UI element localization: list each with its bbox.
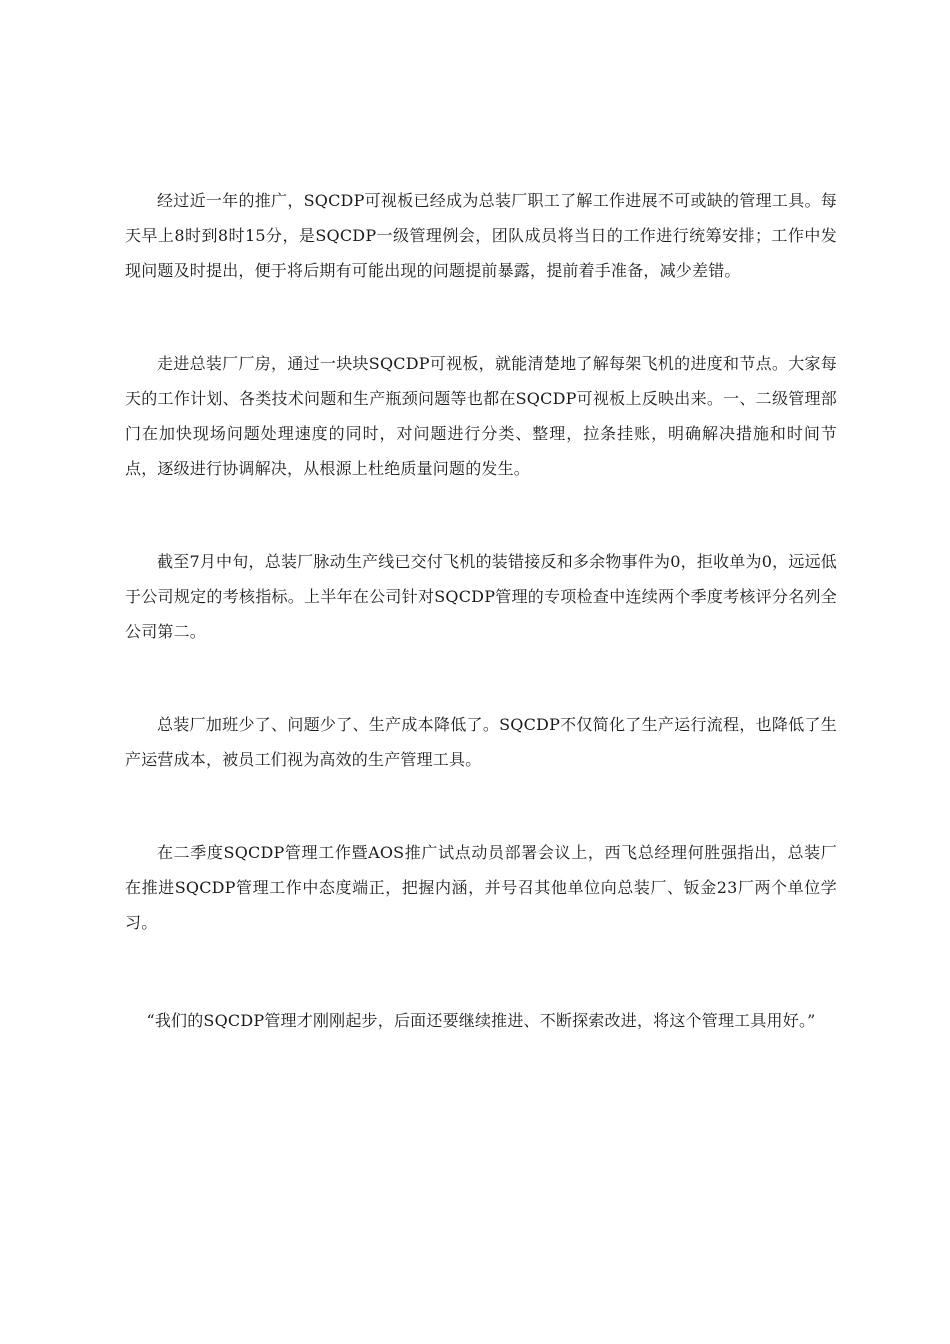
paragraph-2: 走进总装厂厂房，通过一块块SQCDP可视板，就能清楚地了解每架飞机的进度和节点。大家每天的工作计划、各类技术问题和生产瓶颈问题等也都在SQCDP可视板上反映出来。一、二级管理部门在加快现场问题处理速度的同时，对问题进行分类、整理，拉条挂账，明确解决措施和时间节点，逐级进行协调解决，从根源上杜绝质量问题的发生。 bbox=[125, 354, 837, 478]
paragraph-3: 截至7月中旬，总装厂脉动生产线已交付飞机的装错接反和多余物事件为0，拒收单为0，远远低于公司规定的考核指标。上半年在公司针对SQCDP管理的专项检查中连续两个季度考核评分名列全公司第二。 bbox=[125, 552, 837, 641]
closing-quote: “我们的SQCDP管理才刚刚起步，后面还要继续推进、不断探索改进，将这个管理工具用好。” bbox=[146, 1011, 816, 1030]
paragraph-1: 经过近一年的推广，SQCDP可视板已经成为总装厂职工了解工作进展不可或缺的管理工具。每天早上8时到8时15分，是SQCDP一级管理例会，团队成员将当日的工作进行统筹安排；工作中发现问题及时提出，便于将后期有可能出现的问题提前暴露，提前着手准备，减少差错。 bbox=[125, 191, 837, 280]
document-body bbox=[125, 183, 837, 1102]
paragraph-4: 总装厂加班少了、问题少了、生产成本降低了。SQCDP不仅简化了生产运行流程，也降低了生产运营成本，被员工们视为高效的生产管理工具。 bbox=[125, 715, 837, 769]
paragraph-5: 在二季度SQCDP管理工作暨AOS推广试点动员部署会议上，西飞总经理何胜强指出，总装厂在推进SQCDP管理工作中态度端正，把握内涵，并号召其他单位向总装厂、钣金23厂两个单位学习。 bbox=[125, 843, 837, 932]
